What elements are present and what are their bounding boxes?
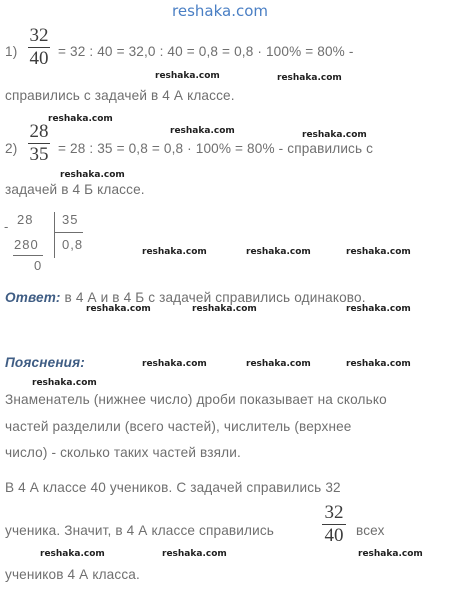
watermark: reshaka.com (60, 170, 125, 180)
explanation-para2-line3: учеников 4 А класса. (5, 567, 140, 582)
explanation-para2-line1: В 4 А классе 40 учеников. С задачей справились 32 (5, 480, 341, 495)
watermark: reshaka.com (155, 71, 220, 81)
watermark: reshaka.com (346, 359, 411, 369)
explanation-numerator: 32 (324, 502, 344, 523)
division-divisor-line (55, 232, 83, 233)
watermark: reshaka.com (346, 247, 411, 257)
division-minus: - (4, 219, 9, 234)
explanation-title-text: Пояснения: (5, 355, 85, 370)
watermark: reshaka.com (48, 114, 113, 124)
watermark: reshaka.com (246, 247, 311, 257)
watermark: reshaka.com (162, 549, 227, 559)
answer-text: в 4 А и в 4 Б с задачей справились одинаково. (60, 290, 366, 305)
item1-fraction (28, 26, 50, 69)
explanation-title (5, 355, 85, 370)
item1-denominator: 40 (29, 48, 49, 69)
watermark: reshaka.com (170, 126, 235, 136)
explanation-line-2: частей разделили (всего частей), числитель (верхнее (5, 419, 352, 434)
watermark: reshaka.com (86, 304, 151, 314)
division-vertical-bar (54, 212, 55, 258)
item2-numerator: 28 (29, 121, 49, 142)
explanation-line-1: Знаменатель (нижнее число) дроби показывает на сколько (5, 392, 387, 407)
watermark: reshaka.com (277, 73, 342, 83)
item2-equation: = 28 : 35 = 0,8 = 0,8 · 100% = 80% - справились с (58, 141, 374, 156)
site-watermark: reshaka.com (172, 2, 268, 20)
item2-denominator: 35 (29, 144, 49, 165)
division-quotient: 0,8 (62, 237, 84, 252)
division-underline (13, 255, 43, 256)
item2-line2: задачей в 4 Б классе. (5, 182, 145, 197)
watermark: reshaka.com (302, 130, 367, 140)
watermark: reshaka.com (40, 549, 105, 559)
watermark: reshaka.com (142, 359, 207, 369)
item1-equation: = 32 : 40 = 32,0 : 40 = 0,8 = 0,8 · 100% = 80% - (58, 44, 354, 59)
watermark: reshaka.com (346, 304, 411, 314)
item1-label: 1) (5, 44, 18, 59)
watermark: reshaka.com (192, 304, 257, 314)
division-dividend: 28 (17, 212, 34, 227)
item1-numerator: 32 (29, 25, 49, 46)
watermark: reshaka.com (358, 549, 423, 559)
explanation-para2-line2-after: всех (356, 523, 385, 538)
item2-label: 2) (5, 141, 18, 156)
explanation-para2-line2-before: ученика. Значит, в 4 А классе справились (5, 523, 275, 538)
division-divisor: 35 (62, 212, 79, 227)
watermark: reshaka.com (32, 378, 97, 388)
division-remainder: 0 (34, 258, 43, 273)
explanation-line-3: число) - сколько таких частей взяли. (5, 445, 241, 460)
watermark: reshaka.com (142, 247, 207, 257)
answer-line (5, 290, 366, 305)
item1-line2: справились с задачей в 4 А классе. (5, 88, 235, 103)
watermark: reshaka.com (246, 359, 311, 369)
answer-label: Ответ: (5, 290, 61, 305)
item2-fraction (28, 122, 50, 165)
division-subtrahend: 280 (14, 237, 39, 252)
explanation-denominator: 40 (324, 525, 344, 546)
explanation-fraction (322, 503, 346, 546)
